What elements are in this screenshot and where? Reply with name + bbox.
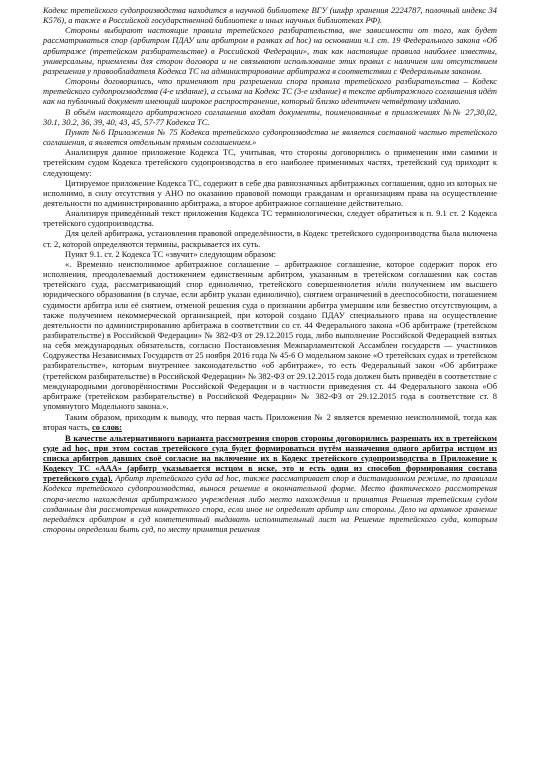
paragraph-conclusion (43, 412, 497, 432)
conclusion-text: Таким образом, приходим к выводу, что первая часть Приложения № 2 является временно неисполнимой, тогда как вторая часть, (43, 412, 497, 433)
paragraph-library-note: Кодекс третейского судопроизводства находится в научной библиотеке ВГУ (шифр хранения 2224787, полочный индекс 34 К576), а также в Российской государственной библиотеке и иных научных библиотеках РФ). (43, 5, 497, 26)
paragraph-clause-intro: Пункт 9.1. ст. 2 Кодекса ТС «звучит» следующим образом: (65, 248, 277, 259)
paragraph-two-agreements: Цитируемое приложение Кодекса ТС, содержит в себе два равнозначных арбитражных соглашения, одно из которых не исполнимо, в силу отсутствия у АНО по оказанию правовой помощи гражданам и организациям права на осуществление деятельности по администрированию арбитража, а второе арбитражное соглашение действительно. (43, 177, 497, 208)
paragraph-terminology: Анализируя приведённый текст приложения Кодекса ТС терминологически, следует обратиться к п. 9.1 ст. 2 Кодекса третейского судопроизводства. (43, 208, 497, 229)
paragraph-alternative-option (43, 433, 497, 535)
paragraph-analysis-intro: Анализируя данное приложение Кодекса ТС, учитывая, что стороны договорились о применении ими самими и третейским судом Кодекса третейского судопроизводства в его наиболее применимых частях, третейский суд приходит к следующему: (43, 147, 497, 178)
paragraph-rules-choice: Стороны выбирают настоящие правила третейского разбирательства, вне зависимости от того, как будет рассматриваться спор (арбитром ПДАУ или арбитром в рамках ad hoc) на основании ч.1 ст. 19 Федерального закона «Об арбитраже (третейском разбирательстве) в Российской Федерации», так как настоящие правила наиболее известны, универсальны, приемлемы для сторон договора и не связывают использование этих правил с наличием или отсутствием разрешения у правообладателя Кодекса ТС на администрирование арбитража в соответствии с Федеральным законом. (43, 25, 497, 76)
paragraph-scope-annexes: В объём настоящего арбитражного соглашения входят документы, поименованные в приложениях №№ 27,30,02, 30.1, 30.2, 36, 39, 40, 43, 45, 57-77 Кодекса ТС. (43, 106, 497, 127)
conclusion-bold: со слов: (92, 422, 122, 433)
alternative-option-underlined: В качестве альтернативного варианта рассмотрения споров стороны договорились разрешать их в третейском суде ad hoc, при этом состав третейского суда будет формироваться путём назначения одного арбитра истцом из списка арбитров давших своё согласие на включение их в Кодекс третейского судопроизводства в Приложение к Кодексу ТС «ААА» (арбитр указывается истцом в иске, это и есть один из способов формирования состава третейского суда). (43, 432, 497, 484)
paragraph-annex-clause: Пункт №6 Приложения № 75 Кодекса третейского судопроизводства не является составной частью третейского соглашения, а является отдельным прямым соглашением.» (43, 126, 497, 148)
paragraph-article-two: Для целей арбитража, установления правовой определённости, в Кодекс третейского судопроизводства была включена ст. 2, которой определяются термины, раскрывается их суть. (43, 228, 497, 249)
paragraph-quoted-definition: «. Временно неисполнимое арбитражное соглашение – арбитражное соглашение, которое содержит порок его исполнения, преодолеваемый достижением единственным арбитром, указанным в третейском соглашении как состав третейского суда, рассматривающий спор единолично, третейского совершеннолетия и/или получением им высшего юридического образования (в случае, если арбитр указан единолично), снятием ограничений в дееспособности, погашением судимости арбитра или её снятием, отменой решения суда о признании арбитра умершим или безвестно отсутствующим, а также получением некоммерческой организацией, при которой создано ПДАУ специального права на осуществление деятельности по администрированию арбитража в соответствии со ст. 44 Федерального закона «Об арбитраже (третейском разбирательстве) в Российской Федерации» № 382-ФЗ от 29.12.2015 года, либо выполнение Российской Федерацией взятых на себя международных обязательств, согласно Постановления Межпарламентской Ассамблеи государств — участников Содружества Независимых Государств от 25 ноября 2016 года № 45-6 О модельном законе «О третейских судах и третейском разбирательстве», которым внутреннее законодательство «об арбитраже», то есть Федеральный закон «Об арбитраже (третейском разбирательстве) в Российской Федерации» № 382-ФЗ от 29.12.2015 года должен быть приведён в соответствие с международными договорённостями Российской Федерации и в частности приведения ст. 44 Федерального закона «Об арбитраже (третейском разбирательстве) в Российской Федерации» № 382-ФЗ от 29.12.2015 года в соответствие ст. 8 упомянутого Модельного закона.». (43, 258, 497, 412)
paragraph-code-edition: Стороны договорились, что применяют при разрешении спора правила третейского разбирательства – Кодекс третейского судопроизводства (4-е издание), а ссылка на Кодекс ТС (3-е издание) в тексте арбитражного соглашения идёт как на публичный документ имеющий широкое распространение, который близко идентичен четвёртому изданию. (43, 76, 497, 107)
alternative-option-italic: Арбитр третейского суда ad hoc, также рассматривает спор в дистанционном режиме, по правилам Кодекса третейского судопроизводства, вынося решение в окончательной форме. Место фактического рассмотрения спора-место нахождения арбитражного учреждения либо место нахождения и принятия Решения третейским судом созданным для рассмотрения конкретного спора, если иное не определит арбитр или стороны. Дело на архивное хранение передаётся арбитром в суд компетентный выдавать исполнительный лист на Решение третейского суда, которым стороны определили быть суд, по месту принятия решения (43, 473, 497, 534)
